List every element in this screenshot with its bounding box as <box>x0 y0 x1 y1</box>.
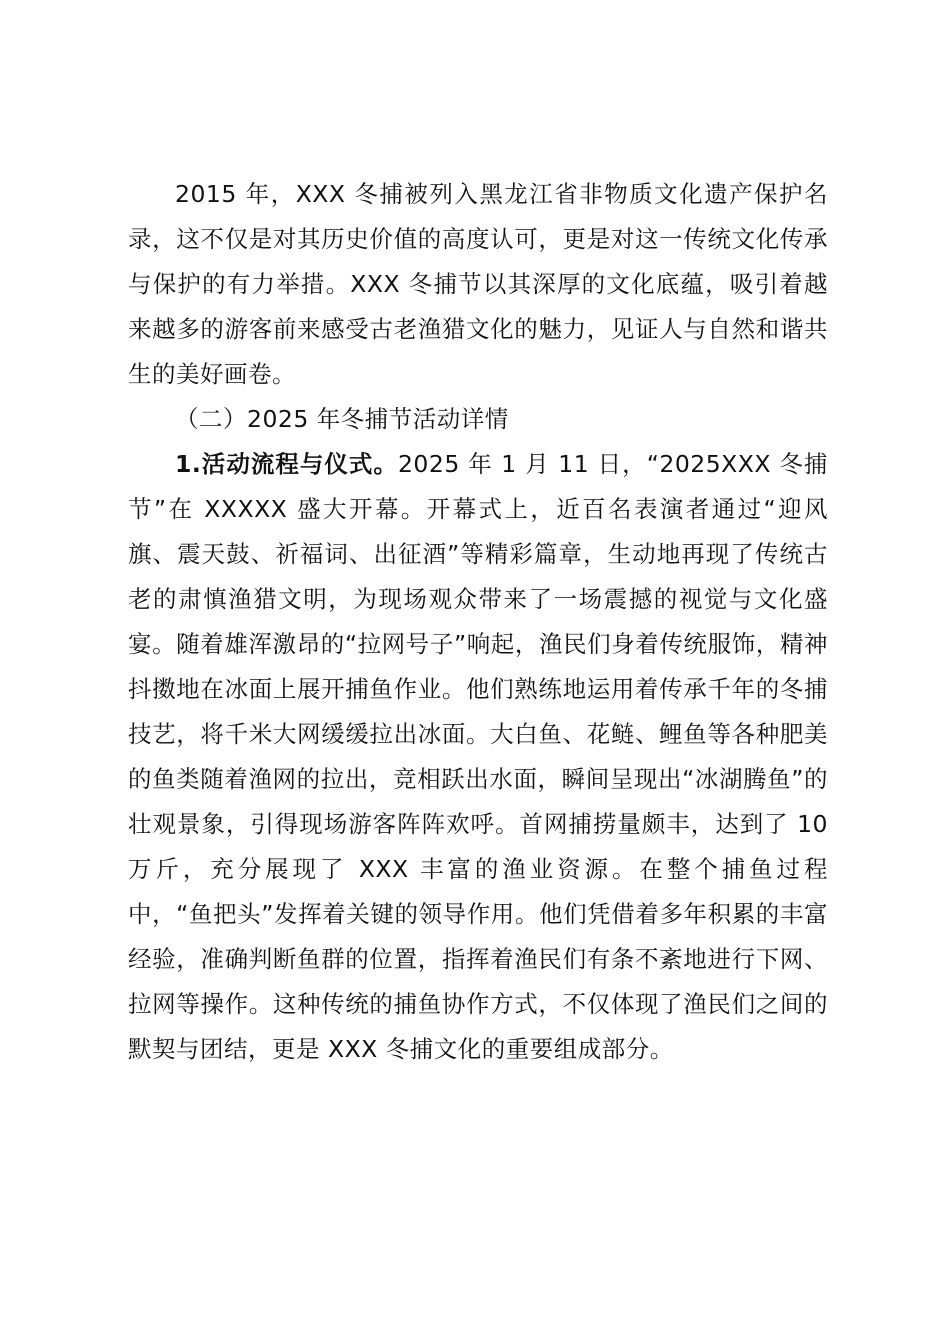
paragraph-lead-title: 1.活动流程与仪式。 <box>175 450 398 478</box>
paragraph-heritage-listing: 2015 年，XXX 冬捕被列入黑龙江省非物质文化遗产保护名录，这不仅是对其历史价值的高度认可，更是对这一传统文化传承与保护的有力举措。XXX 冬捕节以其深厚的文化底蕴，吸引着越来越多的游客前来感受古老渔猎文化的魅力，见证人与自然和谐共生的美好画卷。 <box>128 180 828 388</box>
document-body <box>128 172 828 1072</box>
section-heading-festival-details: （二）2025 年冬捕节活动详情 <box>175 405 509 433</box>
paragraph-activity-text: 2025 年 1 月 11 日，“2025XXX 冬捕节”在 XXXXX 盛大开幕。开幕式上，近百名表演者通过“迎风旗、震天鼓、祈福词、出征酒”等精彩篇章，生动地再现了传统古老的肃慎渔猎文明，为现场观众带来了一场震撼的视觉与文化盛宴。随着雄浑激昂的“拉网号子”响起，渔民们身着传统服饰，精神抖擞地在冰面上展开捕鱼作业。他们熟练地运用着传承千年的冬捕技艺，将千米大网缓缓拉出冰面。大白鱼、花鲢、鲤鱼等各种肥美的鱼类随着渔网的拉出，竞相跃出水面，瞬间呈现出“冰湖腾鱼”的壮观景象，引得现场游客阵阵欢呼。首网捕捞量颇丰，达到了 10 万斤，充分展现了 XXX 丰富的渔业资源。在整个捕鱼过程中，“鱼把头”发挥着关键的领导作用。他们凭借着多年积累的丰富经验，准确判断鱼群的位置，指挥着渔民们有条不紊地进行下网、拉网等操作。这种传统的捕鱼协作方式，不仅体现了渔民们之间的默契与团结，更是 XXX 冬捕文化的重要组成部分。 <box>128 450 828 1063</box>
paragraph-activity-process <box>128 442 828 1072</box>
